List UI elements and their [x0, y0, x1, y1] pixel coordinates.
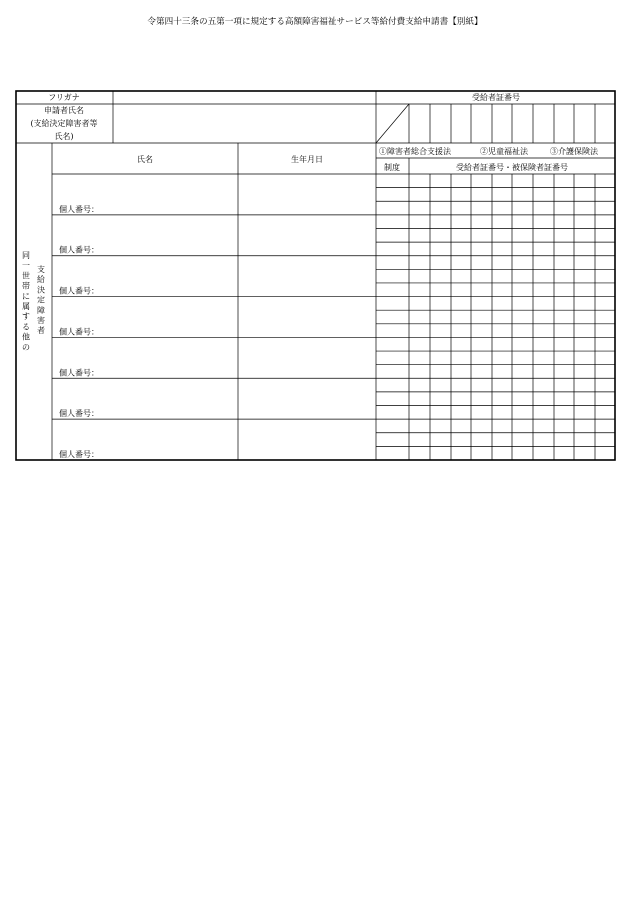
household-section-label: [22, 251, 30, 352]
cert-number-header: 受給者証番号・被保険者証番号: [456, 163, 568, 172]
member-birthdate-input[interactable]: [238, 378, 376, 419]
system-code-input[interactable]: [376, 269, 409, 283]
household-section-label-char: の: [22, 342, 30, 352]
applicant-name-label-line2: (支給決定障害者等: [30, 119, 98, 128]
member-name-input[interactable]: [52, 337, 238, 378]
household-section-label-char: に: [22, 291, 30, 301]
member-name-header: 氏名: [137, 155, 153, 164]
household-section-label-2: [37, 264, 45, 335]
recipient-digit-cell[interactable]: [451, 104, 471, 143]
recipient-slash-line: [376, 104, 409, 143]
system-code-input[interactable]: [376, 392, 409, 406]
system-code-input[interactable]: [376, 433, 409, 447]
recipient-digit-cell[interactable]: [533, 104, 554, 143]
member-birthdate-input[interactable]: [238, 337, 376, 378]
member-name-input[interactable]: [52, 419, 238, 460]
applicant-name-input[interactable]: [113, 104, 376, 143]
system-code-input[interactable]: [376, 324, 409, 338]
household-section-label-2-char: 障: [37, 305, 45, 315]
system-code-input[interactable]: [376, 228, 409, 242]
system-code-input[interactable]: [376, 201, 409, 215]
household-section-label-2-char: 害: [37, 316, 45, 325]
household-section-label-2-char: 支: [37, 265, 45, 274]
member-birthdate-input[interactable]: [238, 297, 376, 338]
system-code-input[interactable]: [376, 337, 409, 351]
member-name-input[interactable]: [52, 297, 238, 338]
member-birthdate-input[interactable]: [238, 419, 376, 460]
system-code-input[interactable]: [376, 297, 409, 311]
household-section-label-char: 属: [22, 302, 30, 311]
document-title: 令第四十三条の五第一項に規定する高額障害福祉サービス等給付費支給申請書【別紙】: [147, 17, 483, 27]
household-section-label-char: 帯: [22, 281, 30, 291]
applicant-name-label: 申請者氏名: [44, 106, 84, 115]
recipient-digit-cell[interactable]: [471, 104, 492, 143]
furigana-label: フリガナ: [48, 93, 80, 102]
system-code-input[interactable]: [376, 419, 409, 433]
recipient-digit-cell[interactable]: [492, 104, 512, 143]
entry-cells: [52, 91, 615, 460]
household-section-label-2-char: 者: [37, 326, 45, 336]
system-code-input[interactable]: [376, 365, 409, 379]
member-birthdate-input[interactable]: [238, 256, 376, 297]
member-name-input[interactable]: [52, 378, 238, 419]
system-code-input[interactable]: [376, 242, 409, 256]
system-code-input[interactable]: [376, 406, 409, 420]
recipient-digit-cell[interactable]: [430, 104, 451, 143]
household-section-label-char: 同: [22, 251, 30, 260]
system-code-input[interactable]: [376, 283, 409, 297]
system-code-input[interactable]: [376, 174, 409, 188]
system-code-input[interactable]: [376, 378, 409, 392]
applicant-furigana-input[interactable]: [113, 91, 376, 104]
household-section-label-char: 世: [22, 271, 30, 281]
recipient-digit-cell[interactable]: [409, 104, 430, 143]
household-section-label-2-char: 定: [37, 295, 45, 305]
household-section-label-char: 一: [22, 261, 30, 271]
member-birthdate-input[interactable]: [238, 215, 376, 256]
system-code-input[interactable]: [376, 310, 409, 324]
system-code-input[interactable]: [376, 188, 409, 202]
applicant-name-label-line3: 氏名): [54, 132, 74, 141]
system-code-input[interactable]: [376, 215, 409, 229]
member-birthdate-input[interactable]: [238, 174, 376, 215]
recipient-digit-cell[interactable]: [554, 104, 574, 143]
system-code-input[interactable]: [376, 446, 409, 460]
member-name-input[interactable]: [52, 174, 238, 215]
household-section-label-char: す: [22, 312, 30, 322]
recipient-digit-cell[interactable]: [512, 104, 533, 143]
system-code-input[interactable]: [376, 256, 409, 270]
household-section-label-2-char: 決: [37, 285, 45, 295]
household-section-label-2-char: 給: [37, 275, 45, 285]
recipient-digit-cell[interactable]: [595, 104, 615, 143]
system-code-input[interactable]: [376, 351, 409, 365]
legend-item-2: ②児童福祉法: [480, 147, 528, 156]
member-name-input[interactable]: [52, 215, 238, 256]
legend-item-3: ③介護保険法: [550, 147, 598, 156]
system-header: 制度: [384, 163, 400, 172]
household-section-label-char: る: [22, 322, 30, 332]
recipient-number-header: 受給者証番号: [472, 93, 520, 102]
household-section-label-char: 他: [22, 332, 30, 342]
recipient-digit-cell[interactable]: [574, 104, 595, 143]
legend-item-1: ①障害者総合支援法: [379, 147, 451, 156]
member-birthdate-header: 生年月日: [291, 155, 323, 164]
member-name-input[interactable]: [52, 256, 238, 297]
